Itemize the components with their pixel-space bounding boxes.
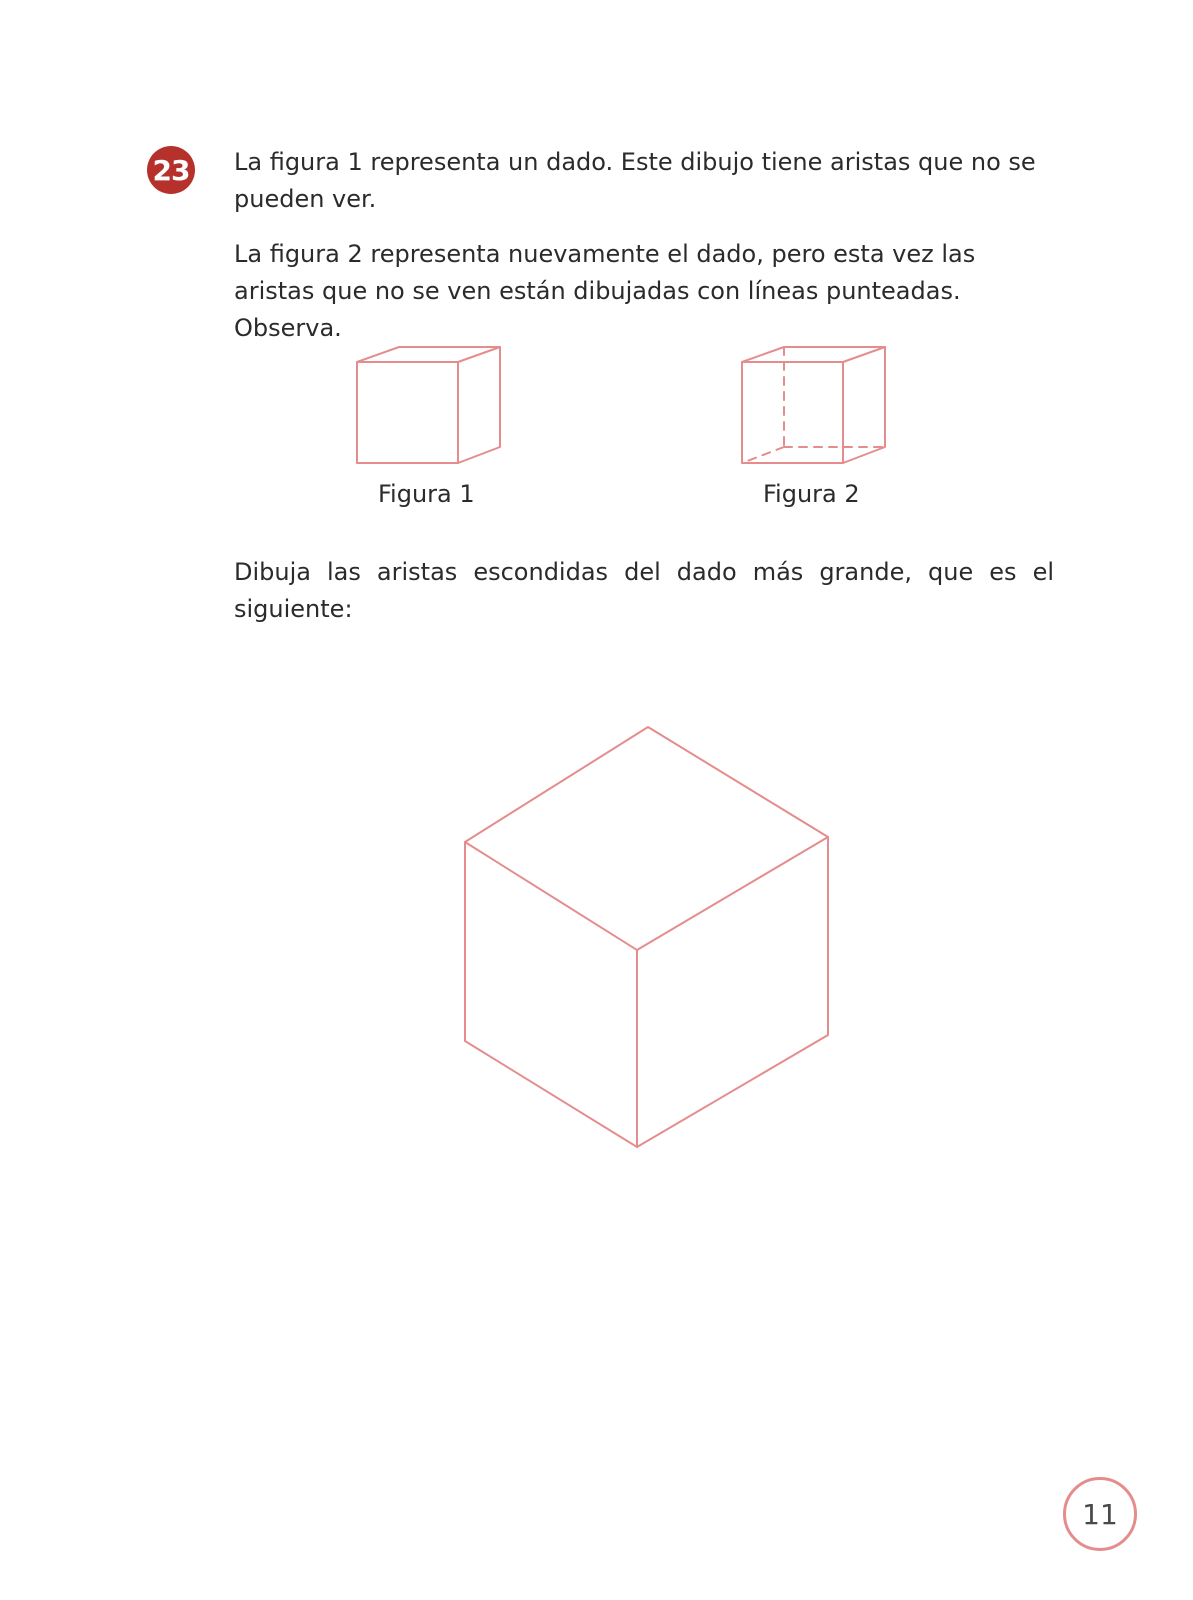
exercise-paragraph-1: La figura 1 representa un dado. Este dibujo tiene aristas que no se pueden ver. [234, 148, 1036, 213]
figure-1-caption: Figura 1 [378, 480, 475, 508]
figure-2-side-face [843, 347, 885, 463]
figure-2-top-face [742, 347, 885, 362]
figure-1-side-face [458, 347, 500, 463]
figure-2-caption: Figura 2 [763, 480, 860, 508]
page-number: 11 [1063, 1477, 1137, 1551]
figure-1-cube [352, 345, 512, 475]
figure-1-top-face [357, 347, 500, 362]
exercise-paragraph-2: La figura 2 representa nuevamente el dado, pero esta vez las aristas que no se ven están dibujadas con líneas punteadas. Observa. [234, 240, 976, 342]
exercise-number-badge: 23 [147, 146, 195, 194]
large-cube-drawing [460, 725, 860, 1185]
large-cube-left-face [465, 842, 637, 1147]
figure-2-cube [737, 345, 897, 475]
exercise-instruction: Dibuja las aristas escondidas del dado más grande, que es el siguiente: [234, 558, 1054, 623]
figure-2-hidden-depth-edge [742, 447, 784, 463]
large-cube-top-face [465, 727, 828, 950]
large-cube-right-face [637, 837, 828, 1147]
figure-1-front-face [357, 362, 458, 463]
